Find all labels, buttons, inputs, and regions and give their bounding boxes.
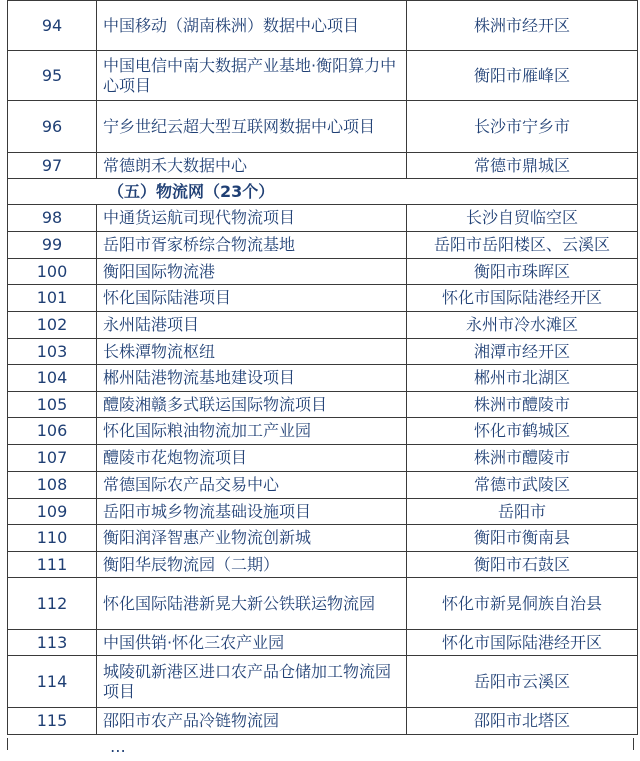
row-number: 105 (8, 392, 97, 418)
row-number: 101 (8, 285, 97, 312)
project-location: 岳阳市 (407, 499, 638, 525)
table-row (8, 630, 638, 656)
table-row (8, 339, 638, 365)
project-name: 中国电信中南大数据产业基地·衡阳算力中心项目 (97, 51, 407, 101)
table-row (8, 552, 638, 578)
row-number: 108 (8, 472, 97, 499)
project-location: 怀化市国际陆港经开区 (407, 630, 638, 656)
row-number: 114 (8, 656, 97, 708)
project-table-sheet (7, 0, 634, 735)
section-title: （五）物流网（23个） (8, 179, 638, 205)
table-row (8, 418, 638, 445)
project-location: 怀化市鹤城区 (407, 418, 638, 445)
project-location: 株洲市经开区 (407, 1, 638, 51)
project-location: 衡阳市石鼓区 (407, 552, 638, 578)
table-row (8, 445, 638, 472)
project-location: 株洲市醴陵市 (407, 392, 638, 418)
project-name: 城陵矶新港区进口农产品仓储加工物流园项目 (97, 656, 407, 708)
row-number: 96 (8, 101, 97, 153)
row-number: 115 (8, 708, 97, 735)
row-number: 99 (8, 232, 97, 259)
project-name: 邵阳市农产品冷链物流园 (97, 708, 407, 735)
row-number: 100 (8, 259, 97, 285)
project-location: 常德市武陵区 (407, 472, 638, 499)
project-name: 衡阳国际物流港 (97, 259, 407, 285)
project-name: 宁乡世纪云超大型互联网数据中心项目 (97, 101, 407, 153)
row-number: 112 (8, 578, 97, 630)
project-name: 醴陵湘赣多式联运国际物流项目 (97, 392, 407, 418)
section-header-row (8, 179, 638, 205)
project-name: 中通货运航司现代物流项目 (97, 205, 407, 232)
table-row (8, 51, 638, 101)
row-number: 111 (8, 552, 97, 578)
project-location: 湘潭市经开区 (407, 339, 638, 365)
row-number: 97 (8, 153, 97, 179)
table-row (8, 101, 638, 153)
project-name: 永州陆港项目 (97, 312, 407, 339)
table-row (8, 365, 638, 392)
project-name: 中国供销·怀化三农产业园 (97, 630, 407, 656)
table-row (8, 285, 638, 312)
truncated-row-fragment: ⋯ (110, 741, 126, 760)
project-location: 岳阳市云溪区 (407, 656, 638, 708)
project-name: 常德国际农产品交易中心 (97, 472, 407, 499)
project-location: 衡阳市衡南县 (407, 525, 638, 552)
table-row (8, 525, 638, 552)
project-name: 怀化国际陆港项目 (97, 285, 407, 312)
project-location: 郴州市北湖区 (407, 365, 638, 392)
project-location: 衡阳市珠晖区 (407, 259, 638, 285)
project-name: 岳阳市城乡物流基础设施项目 (97, 499, 407, 525)
table-row (8, 205, 638, 232)
row-number: 95 (8, 51, 97, 101)
row-number: 109 (8, 499, 97, 525)
project-location: 株洲市醴陵市 (407, 445, 638, 472)
row-number: 110 (8, 525, 97, 552)
row-number: 107 (8, 445, 97, 472)
project-name: 衡阳润泽智惠产业物流创新城 (97, 525, 407, 552)
table-row (8, 499, 638, 525)
row-number: 94 (8, 1, 97, 51)
table-row (8, 392, 638, 418)
project-name: 郴州陆港物流基地建设项目 (97, 365, 407, 392)
project-location: 怀化市新晃侗族自治县 (407, 578, 638, 630)
project-name: 常德朗禾大数据中心 (97, 153, 407, 179)
project-table (7, 0, 638, 735)
project-location: 长沙自贸临空区 (407, 205, 638, 232)
project-name: 衡阳华辰物流园（二期） (97, 552, 407, 578)
project-location: 衡阳市雁峰区 (407, 51, 638, 101)
table-row (8, 472, 638, 499)
row-number: 103 (8, 339, 97, 365)
row-number: 98 (8, 205, 97, 232)
project-name: 中国移动（湖南株洲）数据中心项目 (97, 1, 407, 51)
row-number: 106 (8, 418, 97, 445)
table-row (8, 312, 638, 339)
project-location: 岳阳市岳阳楼区、云溪区 (407, 232, 638, 259)
row-number: 104 (8, 365, 97, 392)
truncated-next-row (7, 738, 634, 760)
project-location: 永州市冷水滩区 (407, 312, 638, 339)
table-row (8, 259, 638, 285)
table-row (8, 708, 638, 735)
project-location: 怀化市国际陆港经开区 (407, 285, 638, 312)
project-location: 邵阳市北塔区 (407, 708, 638, 735)
project-name: 长株潭物流枢纽 (97, 339, 407, 365)
project-location: 长沙市宁乡市 (407, 101, 638, 153)
table-row (8, 232, 638, 259)
project-name: 岳阳市胥家桥综合物流基地 (97, 232, 407, 259)
project-location: 常德市鼎城区 (407, 153, 638, 179)
row-number: 102 (8, 312, 97, 339)
table-row (8, 153, 638, 179)
row-number: 113 (8, 630, 97, 656)
table-row (8, 578, 638, 630)
table-row (8, 1, 638, 51)
table-row (8, 656, 638, 708)
project-name: 怀化国际粮油物流加工产业园 (97, 418, 407, 445)
project-name: 怀化国际陆港新晃大新公铁联运物流园 (97, 578, 407, 630)
project-name: 醴陵市花炮物流项目 (97, 445, 407, 472)
